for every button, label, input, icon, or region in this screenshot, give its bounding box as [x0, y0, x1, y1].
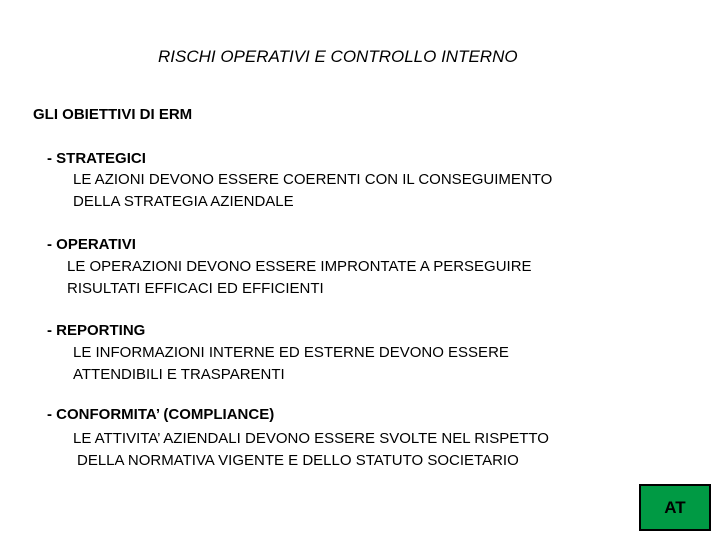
- section-line: LE OPERAZIONI DEVONO ESSERE IMPRONTATE A PERSEGUIRE: [67, 258, 532, 275]
- section-subtitle: GLI OBIETTIVI DI ERM: [33, 106, 193, 123]
- section-line: LE ATTIVITA’ AZIENDALI DEVONO ESSERE SVOLTE NEL RISPETTO: [73, 430, 549, 447]
- section-line: LE INFORMAZIONI INTERNE ED ESTERNE DEVONO ESSERE: [73, 344, 509, 361]
- section-line: DELLA NORMATIVA VIGENTE E DELLO STATUTO SOCIETARIO: [77, 452, 519, 469]
- section-line: DELLA STRATEGIA AZIENDALE: [73, 193, 294, 210]
- at-badge: AT: [639, 484, 711, 531]
- section-line: RISULTATI EFFICACI ED EFFICIENTI: [67, 280, 324, 297]
- section-heading-operativi: - OPERATIVI: [47, 236, 136, 253]
- section-line: ATTENDIBILI E TRASPARENTI: [73, 366, 285, 383]
- section-heading-conformita: - CONFORMITA’ (COMPLIANCE): [47, 406, 275, 423]
- section-heading-reporting: - REPORTING: [47, 322, 146, 339]
- section-line: LE AZIONI DEVONO ESSERE COERENTI CON IL CONSEGUIMENTO: [73, 171, 553, 188]
- slide-title: RISCHI OPERATIVI E CONTROLLO INTERNO: [158, 47, 518, 66]
- section-heading-strategici: - STRATEGICI: [47, 150, 146, 167]
